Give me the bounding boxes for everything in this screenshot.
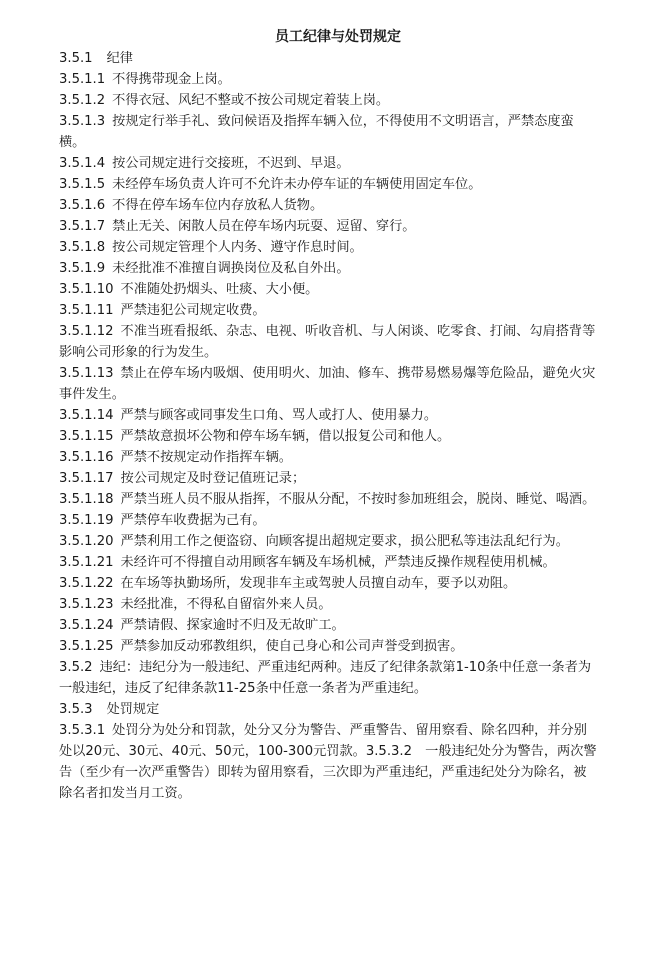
rule-item <box>59 195 599 216</box>
rule-text: 严禁违犯公司规定收费。 <box>120 303 266 318</box>
rule-text: 不得携带现金上岗。 <box>112 72 231 87</box>
rule-text: 严禁当班人员不服从指挥，不服从分配，不按时参加班组会，脱岗、睡觉、喝酒。 <box>120 492 596 507</box>
rule-number: 3.5.1.4 <box>59 156 106 171</box>
rule-text: 不准随处扔烟头、吐痰、大小便。 <box>120 282 319 297</box>
rule-text: 禁止无关、闲散人员在停车场内玩耍、逗留、穿行。 <box>112 219 416 234</box>
rule-number: 3.5.1.12 <box>59 324 114 339</box>
rule-item <box>59 216 599 237</box>
rule-number: 3.5.1.1 <box>59 72 106 87</box>
rule-text: 未经停车场负责人许可不允许未办停车证的车辆使用固定车位。 <box>112 177 482 192</box>
rule-text: 未经许可不得擅自动用顾客车辆及车场机械，严禁违反操作规程使用机械。 <box>120 555 556 570</box>
rule-number: 3.5.1.24 <box>59 618 114 633</box>
rule-number: 3.5.3 <box>59 702 93 717</box>
rule-text: 严禁与顾客或同事发生口角、骂人或打人、使用暴力。 <box>120 408 438 423</box>
rule-number: 3.5.1.25 <box>59 639 114 654</box>
rule-number: 3.5.1.17 <box>59 471 114 486</box>
rule-text: 处罚规定 <box>106 702 160 717</box>
section-heading <box>59 48 599 69</box>
rule-item <box>59 321 599 363</box>
rule-number: 3.5.1.3 <box>59 114 106 129</box>
rule-item <box>59 447 599 468</box>
rule-number: 3.5.1.20 <box>59 534 114 549</box>
rule-number: 3.5.1.22 <box>59 576 114 591</box>
rule-item <box>59 594 599 615</box>
section-heading <box>59 699 599 720</box>
rule-item <box>59 489 599 510</box>
rule-number: 3.5.1.6 <box>59 198 106 213</box>
rule-text: 不得在停车场车位内存放私人货物。 <box>112 198 324 213</box>
rule-number: 3.5.1.8 <box>59 240 106 255</box>
rule-number: 3.5.1.7 <box>59 219 106 234</box>
rule-text: 纪律 <box>106 51 133 66</box>
rule-text: 禁止在停车场内吸烟、使用明火、加油、修车、携带易燃易爆等危险品，避免火灾事件发生。 <box>59 366 596 402</box>
rule-number: 3.5.1.11 <box>59 303 114 318</box>
rule-number: 3.5.1.2 <box>59 93 106 108</box>
rule-text: 严禁不按规定动作指挥车辆。 <box>120 450 292 465</box>
rule-text: 不得衣冠、风纪不整或不按公司规定着装上岗。 <box>112 93 390 108</box>
rule-item <box>59 531 599 552</box>
rule-list <box>59 48 599 804</box>
rule-number: 3.5.1.23 <box>59 597 114 612</box>
rule-number: 3.5.3.1 <box>59 723 106 738</box>
rule-number: 3.5.1.15 <box>59 429 114 444</box>
rule-number: 3.5.1.5 <box>59 177 106 192</box>
rule-number: 3.5.2 <box>59 660 93 675</box>
rule-text: 按规定行举手礼、致问候语及指挥车辆入位，不得使用不文明语言，严禁态度蛮横。 <box>59 114 574 150</box>
rule-item <box>59 363 599 405</box>
rule-number: 3.5.1 <box>59 51 93 66</box>
rule-text: 违纪：违纪分为一般违纪、严重违纪两种。违反了纪律条款第1-10条中任意一条者为一般违纪，违反了纪律条款11-25条中任意一条者为严重违纪。 <box>59 660 592 696</box>
rule-text: 严禁停车收费据为己有。 <box>120 513 266 528</box>
rule-item <box>59 720 599 804</box>
rule-item <box>59 426 599 447</box>
rule-item <box>59 69 599 90</box>
document-body <box>59 26 599 804</box>
rule-item <box>59 300 599 321</box>
rule-text: 按公司规定进行交接班，不迟到、早退。 <box>112 156 350 171</box>
rule-item <box>59 552 599 573</box>
rule-number: 3.5.1.13 <box>59 366 114 381</box>
rule-item <box>59 174 599 195</box>
rule-number: 3.5.1.21 <box>59 555 114 570</box>
rule-text: 在车场等执勤场所，发现非车主或驾驶人员擅自动车，要予以劝阻。 <box>120 576 517 591</box>
rule-number: 3.5.1.9 <box>59 261 106 276</box>
page-title: 员工纪律与处罚规定 <box>275 29 401 45</box>
rule-text: 严禁参加反动邪教组织，使自己身心和公司声誉受到损害。 <box>120 639 464 654</box>
rule-item <box>59 510 599 531</box>
rule-number: 3.5.1.18 <box>59 492 114 507</box>
rule-text: 严禁利用工作之便盗窃、向顾客提出超规定要求，损公肥私等违法乱纪行为。 <box>120 534 569 549</box>
rule-text: 未经批准不准擅自调换岗位及私自外出。 <box>112 261 350 276</box>
rule-item <box>59 636 599 657</box>
rule-text: 不准当班看报纸、杂志、电视、听收音机、与人闲谈、吃零食、打闹、勾肩搭背等影响公司形象的行为发生。 <box>59 324 596 360</box>
rule-item <box>59 405 599 426</box>
rule-text: 严禁故意损坏公物和停车场车辆，借以报复公司和他人。 <box>120 429 451 444</box>
rule-item <box>59 279 599 300</box>
rule-text: 未经批准，不得私自留宿外来人员。 <box>120 597 332 612</box>
rule-item <box>59 573 599 594</box>
rule-item <box>59 657 599 699</box>
rule-text: 严禁请假、探家逾时不归及无故旷工。 <box>120 618 345 633</box>
rule-number: 3.5.1.10 <box>59 282 114 297</box>
rule-number: 3.5.1.19 <box>59 513 114 528</box>
rule-number: 3.5.1.14 <box>59 408 114 423</box>
rule-item <box>59 153 599 174</box>
rule-text: 处罚分为处分和罚款，处分又分为警告、严重警告、留用察看、除名四种，并分别处以20元、30元、40元、50元，100-300元罚款。3.5.3.2 一般违纪处分为警告，两次警告（至少有一次严重警告）即转为留用察看，三次即为严重违纪，严重违纪处分为除名，被除名者扣发当月工资。 <box>59 723 597 801</box>
rule-item <box>59 468 599 489</box>
rule-item <box>59 90 599 111</box>
rule-text: 按公司规定及时登记值班记录； <box>120 471 306 486</box>
rule-text: 按公司规定管理个人内务、遵守作息时间。 <box>112 240 363 255</box>
rule-item <box>59 111 599 153</box>
rule-item <box>59 237 599 258</box>
rule-item <box>59 258 599 279</box>
rule-item <box>59 615 599 636</box>
rule-number: 3.5.1.16 <box>59 450 114 465</box>
